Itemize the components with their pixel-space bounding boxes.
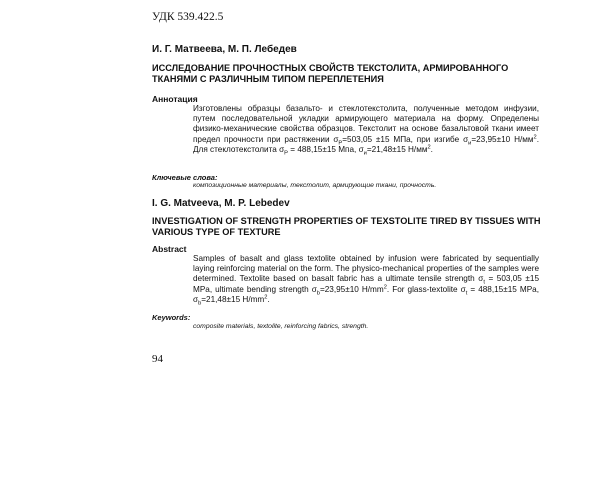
sigma-sub: и (363, 150, 367, 157)
abstract-ru-text: =21,48±15 Н/мм (366, 144, 428, 154)
abstract-ru-text: = 488,15±15 Мпа, σ (287, 144, 364, 154)
unit-sup: 2 (383, 283, 387, 290)
keywords-ru: композиционные материалы, текстолит, армирующие ткани, прочность. (193, 182, 437, 189)
sigma-sub: Р (338, 140, 343, 147)
keywords-heading-ru: Ключевые слова: (152, 173, 218, 182)
abstract-en-text: =21,48±15 H/mm (201, 294, 265, 304)
unit-sup: 2 (264, 294, 268, 301)
abstract-en-text: = 503,05 ±15 MPa, ultimate bending strength σ (193, 274, 540, 294)
udk-code: УДК 539.422.5 (152, 11, 224, 23)
sigma-sub: b (316, 290, 320, 297)
title-ru: ИССЛЕДОВАНИЕ ПРОЧНОСТНЫХ СВОЙСТВ ТЕКСТОЛИТА, АРМИРОВАННОГО ТКАНЯМИ С РАЗЛИЧНЫМ ТИПОМ ПЕРЕПЛЕТЕНИЯ (152, 63, 509, 84)
abstract-ru-text: =503,05 ±15 МПа, при изгибе σ (342, 134, 469, 144)
keywords-en: composite materials, textolite, reinforcing fabrics, strength. (193, 323, 369, 330)
abstract-en-text: Samples of basalt and glass textolite obtained by infusion were fabricated by sequentially laying reinforcing material on the form. The physico-mechanical properties of the samples were determined. Textolite based on basalt fabric has a ultimate tensile strength σ (193, 254, 539, 284)
sigma-sub: и (468, 140, 472, 147)
abstract-ru-text: . (430, 144, 433, 154)
abstract-en-text: . For glass-textolite σ (386, 284, 466, 294)
keywords-heading-en: Keywords: (152, 313, 191, 322)
abstract-ru-text: =23,95±10 Н/мм (471, 134, 534, 144)
authors-ru: И. Г. Матвеева, М. П. Лебедев (152, 44, 297, 55)
sigma-sub: t (483, 280, 485, 287)
unit-sup: 2 (533, 133, 537, 140)
title-en: INVESTIGATION OF STRENGTH PROPERTIES OF TEXSTOLITE TIRED BY TISSUES WITH VARIOUS TYPE OF TEXTURE (152, 216, 541, 237)
abstract-ru (193, 104, 539, 155)
sigma-sub: t (465, 290, 468, 297)
abstract-en-text: . (267, 294, 270, 304)
abstract-en-text: =23,95±10 H/mm (319, 284, 384, 294)
abstract-heading-en: Abstract (152, 244, 187, 254)
sigma-sub: b (198, 300, 202, 307)
abstract-en (193, 254, 539, 305)
abstract-ru-text: Изготовлены образцы базальто- и стеклотекстолита, полученные методом инфузии, путем последовательной укладки армирующего материала на форму. Определены физико-механические свойства образцов. Текстолит на основе базальтовой ткани имеет предел прочности при растяжении σ (193, 104, 539, 144)
authors-en: I. G. Matveeva, M. P. Lebedev (152, 198, 290, 209)
unit-sup: 2 (427, 144, 431, 151)
sigma-sub: Р (284, 150, 288, 157)
abstract-heading-ru: Аннотация (152, 94, 198, 104)
abstract-en-text: = 488,15±15 MPa, σ (193, 284, 539, 304)
page-number: 94 (152, 353, 163, 365)
abstract-ru-text: . Для стеклотекстолита σ (193, 134, 539, 154)
